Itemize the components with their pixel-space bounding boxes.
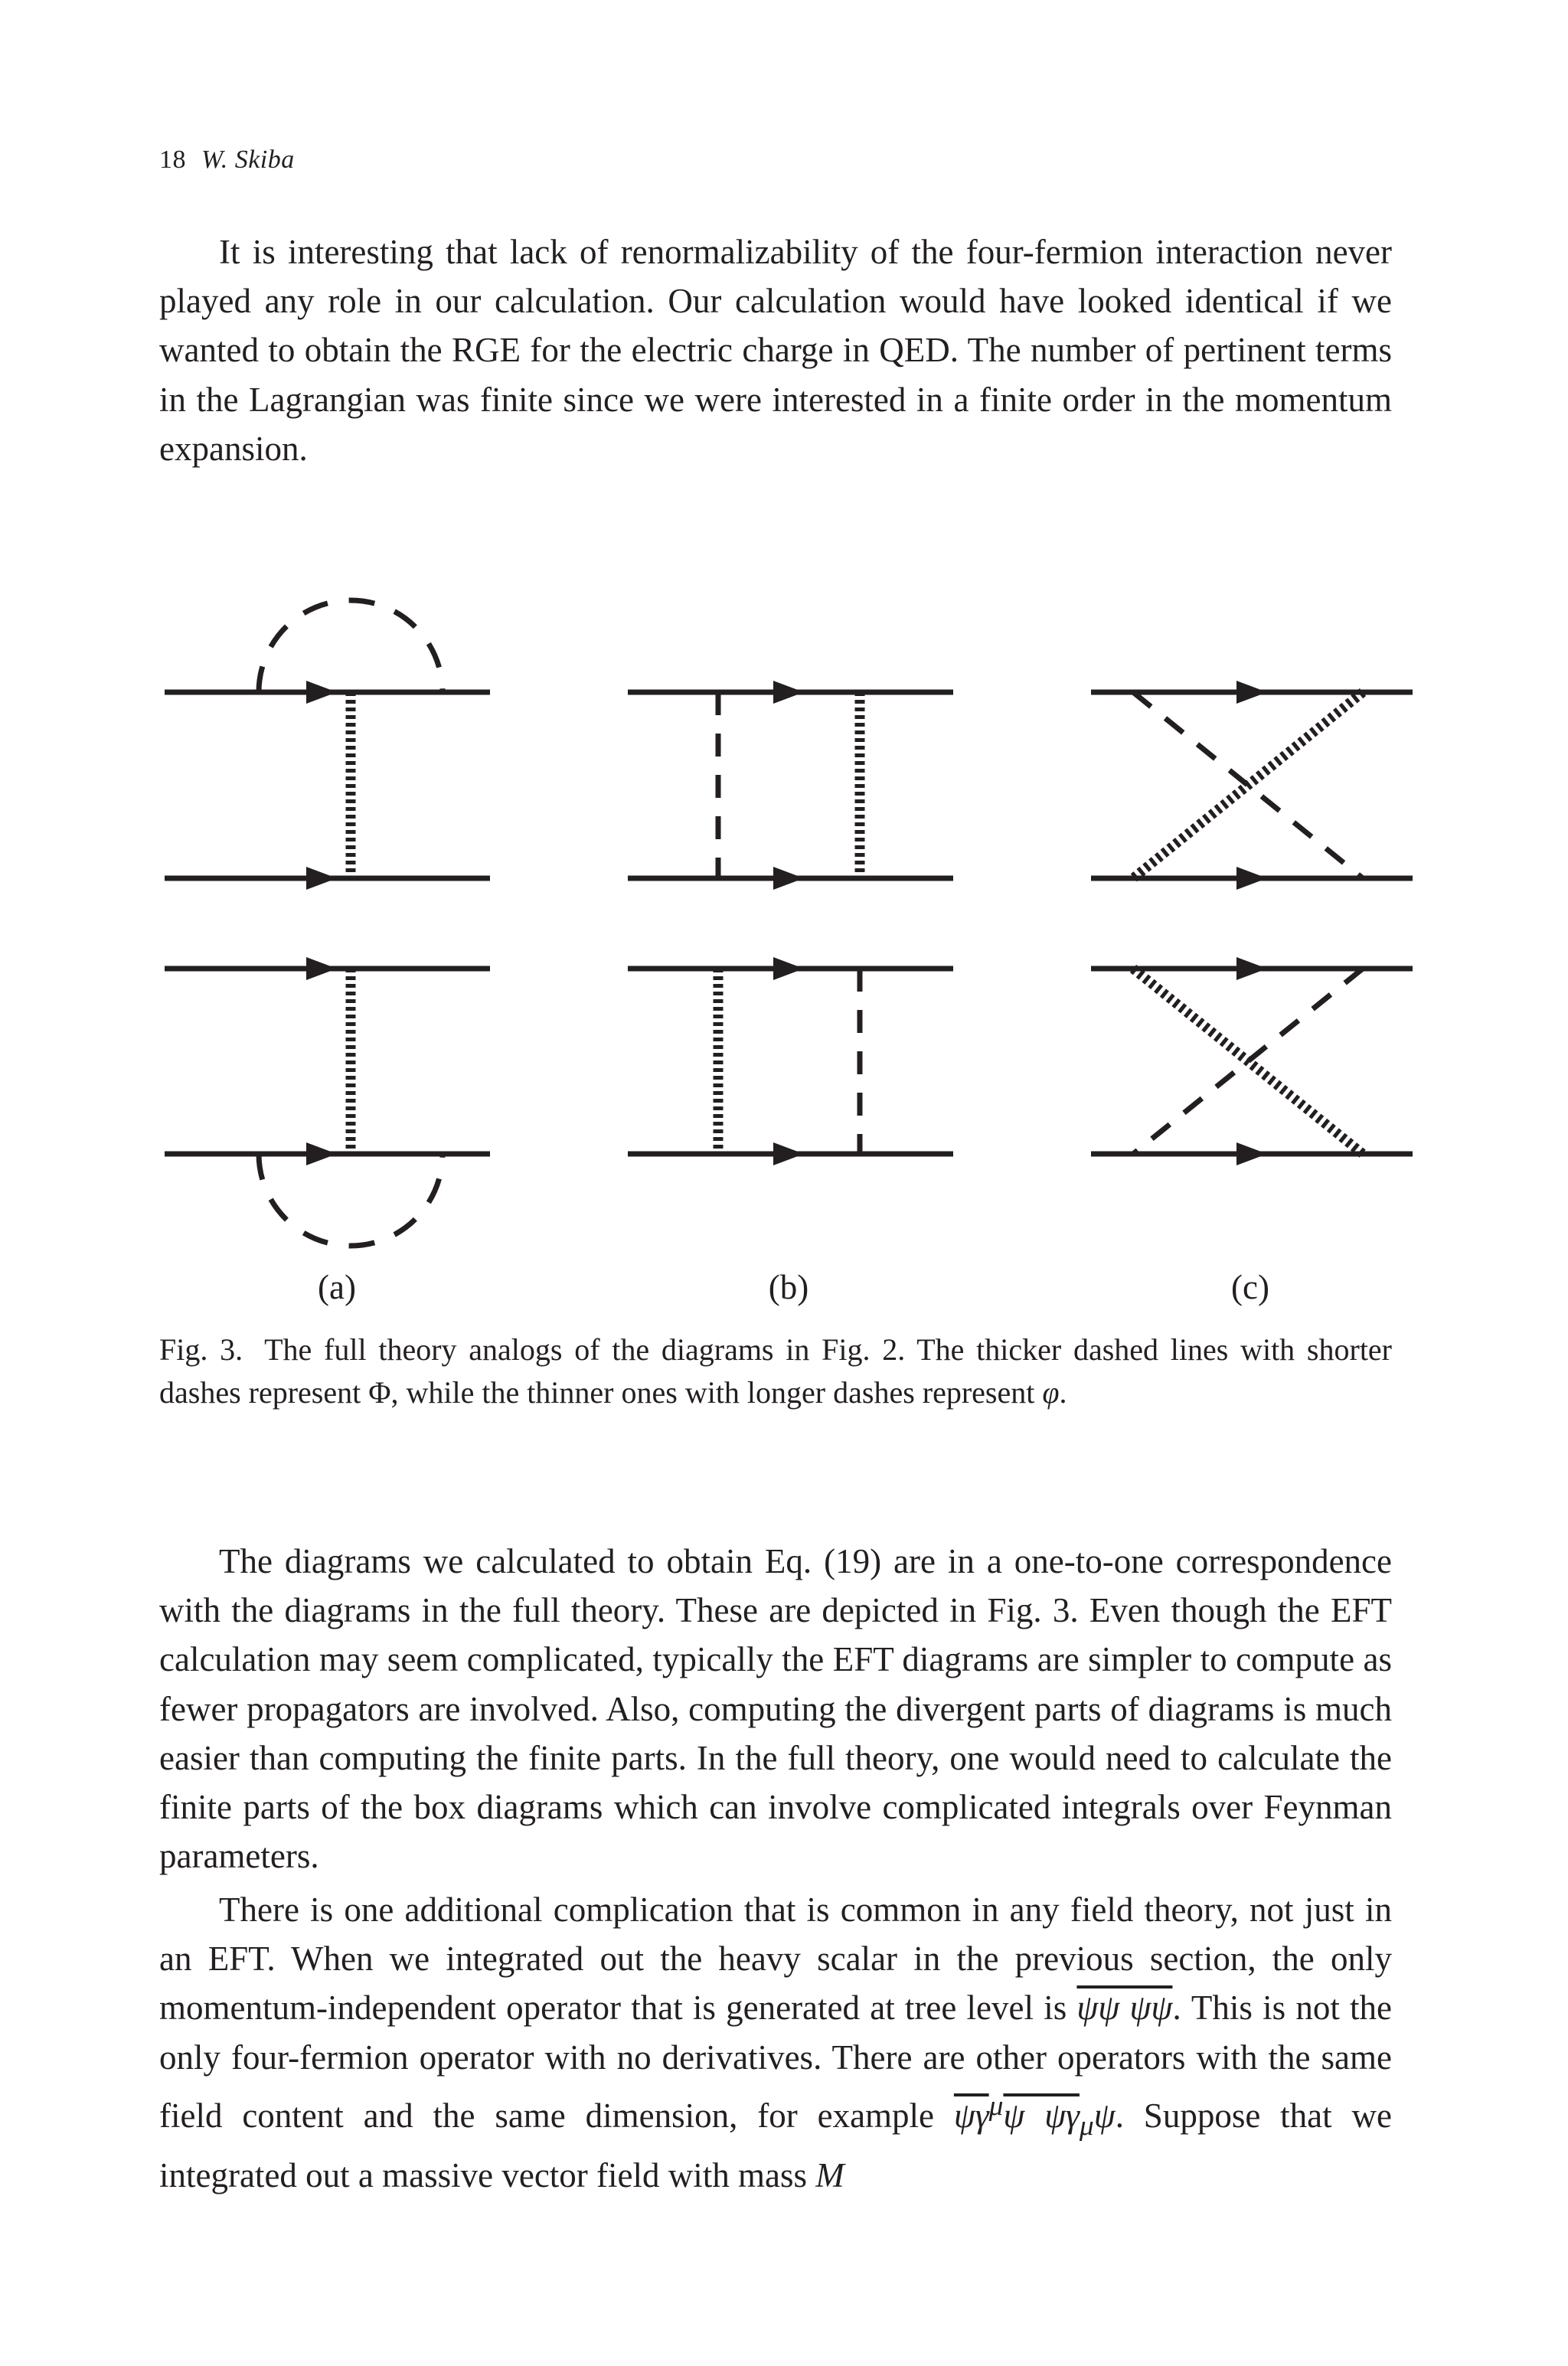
diagram-a-top (165, 600, 490, 890)
caption-text: The full theory analogs of the diagrams in Fig. 2. The thicker dashed lines with shorter dashes represent Φ, while the thinner ones with longer dashes represent (159, 1332, 1393, 1410)
page-number: 18 (159, 145, 186, 174)
light-scalar-loop (259, 1154, 443, 1246)
fermion-arrow (1236, 1142, 1267, 1165)
running-author: W. Skiba (201, 145, 295, 174)
sublabel-c: (c) (1231, 1268, 1269, 1306)
page-header (159, 145, 295, 175)
fermion-arrow (773, 867, 804, 890)
caption-label: Fig. 3. (159, 1332, 243, 1367)
diagram-a-bottom (165, 957, 490, 1246)
diagram-b-top (628, 681, 953, 890)
caption-end: . (1059, 1375, 1067, 1410)
sublabel-b: (b) (768, 1268, 809, 1306)
fermion-arrow (1236, 957, 1267, 980)
paragraph-3 (159, 1885, 1392, 2200)
diagram-c-bottom (1091, 957, 1413, 1165)
fermion-arrow (773, 681, 804, 704)
paragraph-1: It is interesting that lack of renormalizability of the four-fermion interaction never played any role in our calculation. Our calculation would have looked identical if we wanted to obtain the RGE for the electric charge in QED. The number of pertinent terms in the Lagrangian was finite since we were interested in a finite order in the momentum expansion. (159, 233, 1392, 468)
light-scalar-loop (259, 600, 443, 692)
fermion-arrow (306, 1142, 337, 1165)
figure-3 (0, 567, 1568, 1332)
fermion-arrow (1236, 867, 1267, 890)
paragraph-2: The diagrams we calculated to obtain Eq. (19) are in a one-to-one correspondence with the diagrams in the full theory. These are depicted in Fig. 3. Even though the EFT calculation may seem complicated, typically the EFT diagrams are simpler to compute as fewer propagators are involved. Also, computing the divergent parts of diagrams is much easier than computing the finite parts. In the full theory, one would need to calculate the finite parts of the box diagrams which can involve complicated integrals over Feynman parameters. (159, 1542, 1392, 1876)
fermion-arrow (773, 957, 804, 980)
sublabel-a: (a) (318, 1268, 356, 1306)
figure-caption (159, 1328, 1392, 1414)
fermion-arrow (306, 957, 337, 980)
diagram-b-bottom (628, 957, 953, 1165)
diagram-c-top (1091, 681, 1413, 890)
p3-text-a: There is one additional complication that is common in any field theory, not just in an EFT. When we integrated out the heavy scalar in the previous section, the only momentum-independent operator that is generated at tree level is (159, 1891, 1392, 2028)
fermion-arrow (306, 867, 337, 890)
operator-vector: $\overline{\psi\gamma}^\mu\psi$ $\psi\gamma_\mu\psi$ (953, 2090, 1116, 2142)
mass-symbol: M (815, 2156, 844, 2195)
fermion-arrow (306, 681, 337, 704)
fermion-arrow (773, 1142, 804, 1165)
fermion-arrow (1236, 681, 1267, 704)
p3-text-b: . This is not the only four-fermion operator with no derivatives. There are other operators with the same field content and the same dimension, for example (159, 1989, 1393, 2135)
caption-phi: φ (1042, 1375, 1060, 1410)
p3-text-c: . Suppose that we integrated out a massive vector field with mass (159, 2096, 1392, 2195)
feynman-diagrams (0, 567, 1568, 1332)
operator-scalar: ψψ ψψ (1076, 1989, 1173, 2028)
